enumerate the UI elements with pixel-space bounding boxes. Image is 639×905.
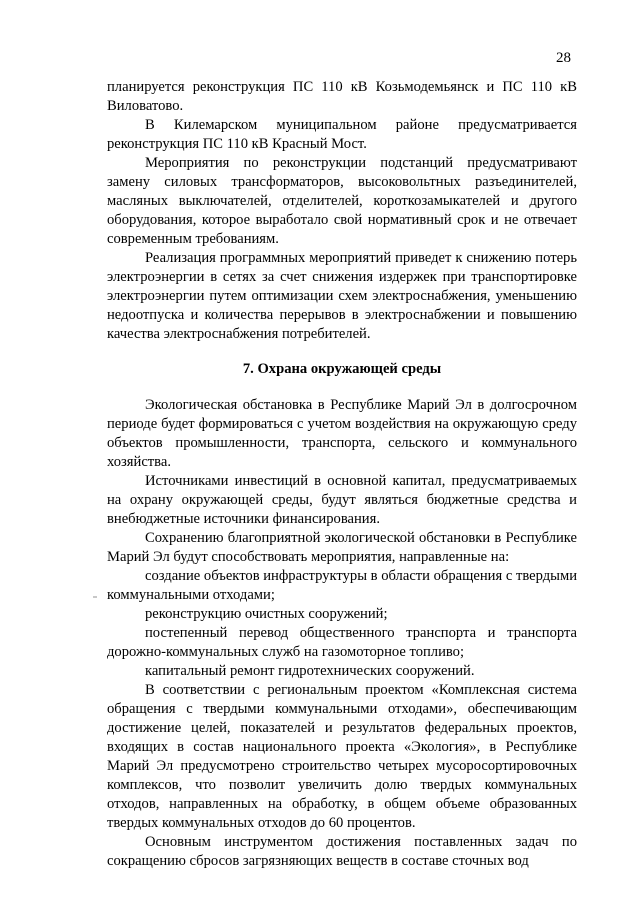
list-item: реконструкцию очистных сооружений; bbox=[145, 606, 388, 622]
list-item: постепенный перевод общественного транспорта и транспорта дорожно-коммунальных служб на газомоторное топливо; bbox=[107, 625, 577, 660]
paragraph: Основным инструментом достижения поставленных задач по сокращению сбросов загрязняющих веществ в составе сточных вод bbox=[107, 834, 577, 869]
page-number: 28 bbox=[556, 50, 571, 66]
paragraph: Мероприятия по реконструкции подстанций предусматривают замену силовых трансформаторов, высоковольтных разъединителей, масляных выключателей, отделителей, короткозамыкателей и другого оборудования, которое выработало свой нормативный срок и не отвечает современным требованиям. bbox=[107, 155, 577, 247]
list-item: создание объектов инфраструктуры в области обращения с твердыми коммунальными отходами; bbox=[107, 568, 577, 603]
section-heading: 7. Охрана окружающей среды bbox=[242, 361, 442, 377]
paragraph: Реализация программных мероприятий приведет к снижению потерь электроэнергии в сетях за счет снижения издержек при транспортировке электроэнергии путем оптимизации схем электроснабжения, уменьшению недоотпуска и количества перерывов в электроснабжении и повышению качества электроснабжения потребителей. bbox=[107, 250, 577, 342]
paragraph: Экологическая обстановка в Республике Марий Эл в долгосрочном периоде будет формироваться с учетом воздействия на окружающую среду объектов промышленности, транспорта, сельского и коммунального хозяйства. bbox=[107, 397, 577, 470]
list-item: капитальный ремонт гидротехнических сооружений. bbox=[145, 663, 475, 679]
paragraph: В Килемарском муниципальном районе предусматривается реконструкция ПС 110 кВ Красный Мост. bbox=[107, 117, 577, 152]
paragraph: Сохранению благоприятной экологической обстановки в Республике Марий Эл будут способствовать мероприятия, направленные на: bbox=[107, 530, 577, 565]
scan-mark bbox=[93, 596, 97, 598]
paragraph: планируется реконструкция ПС 110 кВ Козьмодемьянск и ПС 110 кВ Виловатово. bbox=[107, 79, 577, 114]
document-body bbox=[107, 78, 577, 871]
paragraph: В соответствии с региональным проектом «Комплексная система обращения с твердыми коммунальными отходами», обеспечивающим достижение целей, показателей и результатов федеральных проектов, входящих в состав национального проекта «Экология», в Республике Марий Эл предусмотрено строительство четырех мусоросортировочных комплексов, что позволит увеличить долю твердых коммунальных отходов, направленных на обработку, в общем объеме образованных твердых коммунальных отходов до 60 процентов. bbox=[107, 682, 577, 831]
paragraph: Источниками инвестиций в основной капитал, предусматриваемых на охрану окружающей среды, будут являться бюджетные средства и внебюджетные источники финансирования. bbox=[107, 473, 577, 527]
